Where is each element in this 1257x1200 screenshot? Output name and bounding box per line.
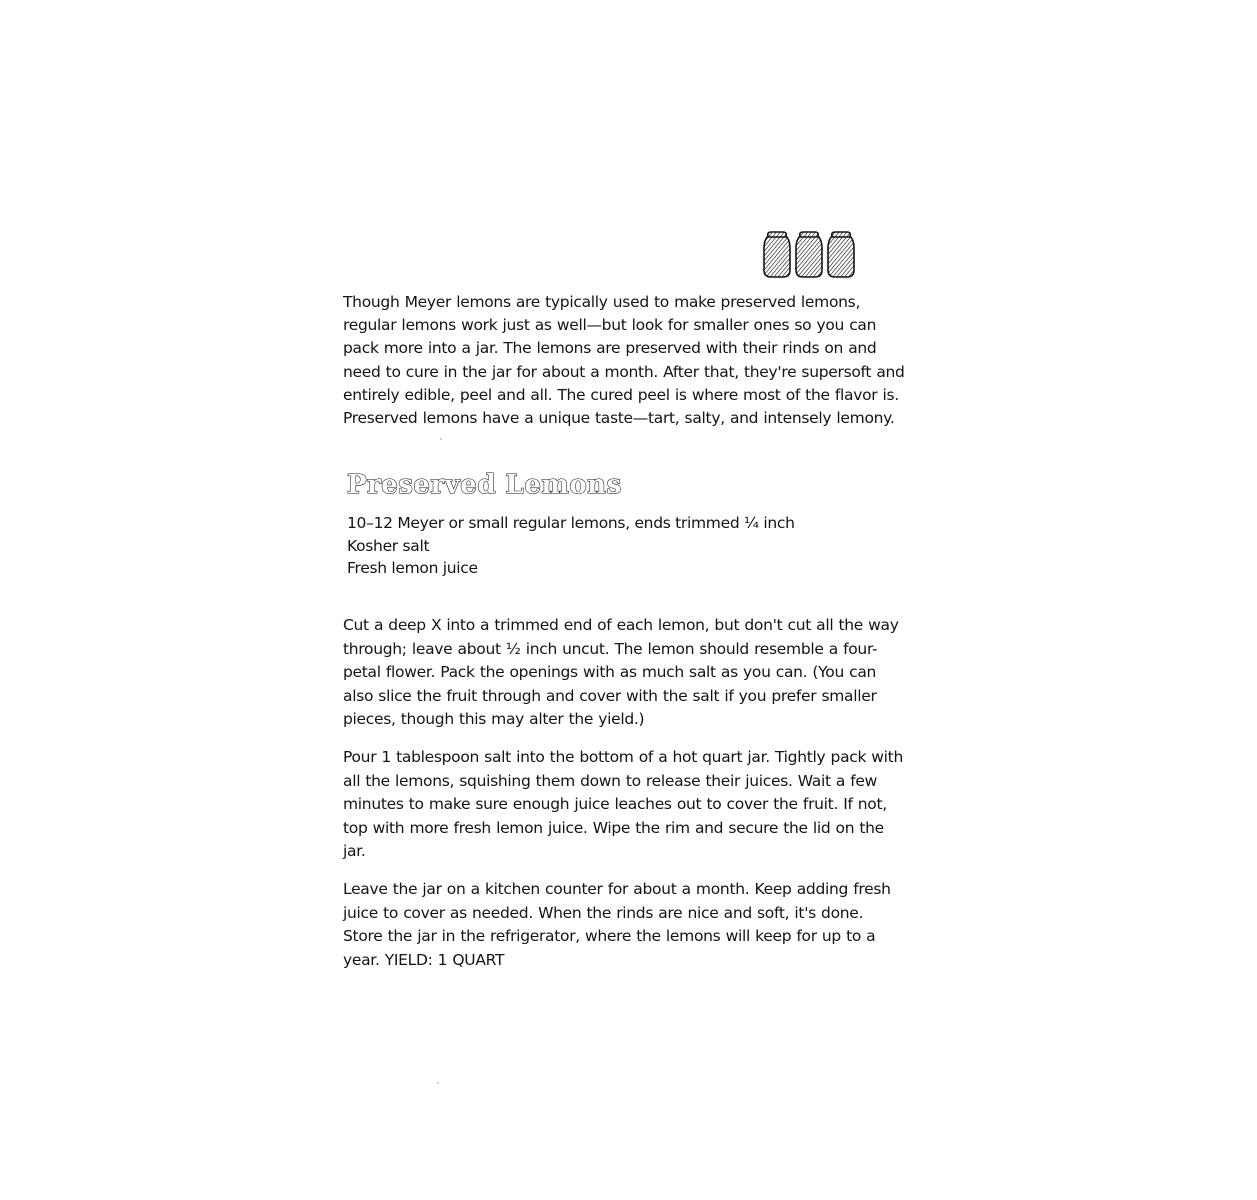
yield-label: YIELD: 1 QUART <box>384 950 505 969</box>
ingredient-item: 10–12 Meyer or small regular lemons, ends trimmed ¼ inch <box>347 514 795 532</box>
ingredient-item: Kosher salt <box>347 536 430 555</box>
intro-text: Though Meyer lemons are typically used to make preserved lemons, regular lemons work just as well—but look for smaller ones so you can pack more into a jar. The lemons are preserved with their rinds on and need to cure in the jar for about a month. After that, they're supersoft and entirely edible, peel and all. The cured peel is where most of the flavor is. Preserved lemons have a unique taste—tart, salty, and intensely lemony. <box>343 293 905 428</box>
intro-paragraph <box>343 291 905 430</box>
step-paragraph: Pour 1 tablespoon salt into the bottom of a hot quart jar. Tightly pack with all the lemons, squishing them down to release their juices. Wait a few minutes to make sure enough juice leaches out to cover the fruit. If not, top with more fresh lemon juice. Wipe the rim and secure the lid on the jar. <box>343 747 903 861</box>
stray-mark <box>440 438 442 440</box>
ingredient-list <box>347 512 795 580</box>
ingredient-item: Fresh lemon juice <box>347 559 478 577</box>
recipe-title: Preserved Lemons <box>347 470 622 500</box>
stray-mark <box>437 1082 439 1084</box>
step-text: Leave the jar on a kitchen counter for about a month. Keep adding fresh juice to cover as needed. When the rinds are nice and soft, it's done. Store the jar in the refrigerator, where the lemons will keep for up to a year. <box>343 879 891 969</box>
step-paragraph <box>343 878 905 972</box>
three-jars-icon <box>762 230 858 280</box>
step-paragraph: Cut a deep X into a trimmed end of each lemon, but don't cut all the way through; leave about ½ inch uncut. The lemon should resemble a four-petal flower. Pack the openings with as much salt as you can. (You can also slice the fruit through and cover with the salt if you prefer smaller pieces, though this may alter the yield.) <box>343 616 899 729</box>
method-steps <box>343 614 905 986</box>
